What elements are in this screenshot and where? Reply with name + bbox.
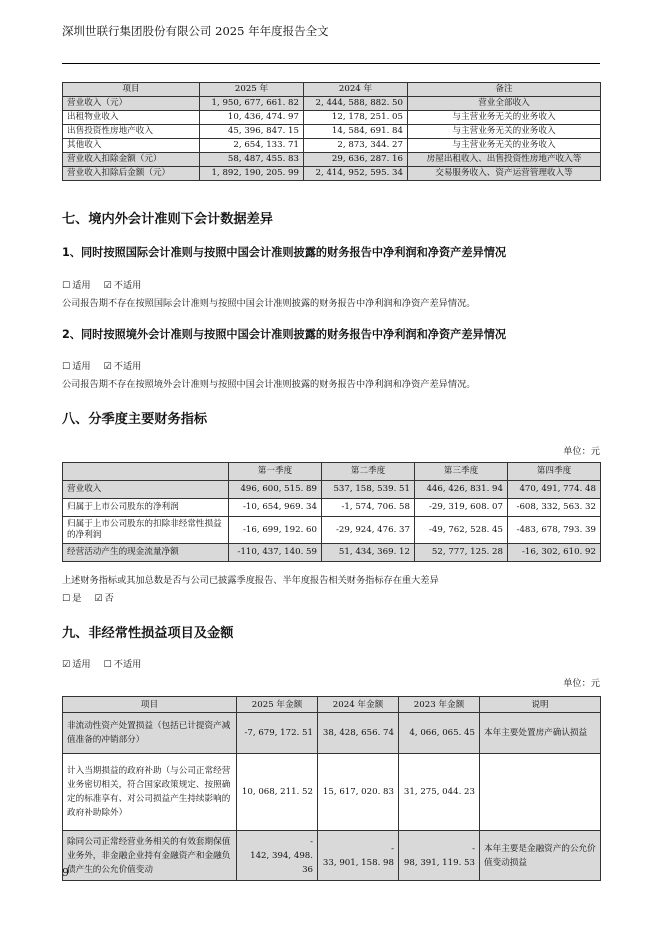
table-cell: 计入当期损益的政府补助（与公司正常经营业务密切相关，符合国家政策规定、按照确定的标准享有、对公司损益产生持续影响的政府补助除外） <box>63 754 237 831</box>
table-cell: 出租物业收入 <box>63 111 200 125</box>
column-header: 2025 年 <box>200 83 304 97</box>
option-label: 不适用 <box>113 659 142 670</box>
table-row <box>63 831 601 881</box>
table-cell <box>399 831 480 881</box>
revenue-table <box>62 82 601 181</box>
table-cell: 交易服务收入、资产运营管理收入等 <box>408 167 601 181</box>
table-cell: 45, 396, 847. 15 <box>200 125 304 139</box>
table-cell: -7, 679, 172. 51 <box>237 713 318 754</box>
table-cell: 4, 066, 065. 45 <box>399 713 480 754</box>
table-cell: 营业收入扣除后金额（元） <box>63 167 200 181</box>
table-cell: 14, 584, 691. 84 <box>304 125 408 139</box>
checkbox-unchecked-icon: ☐ <box>62 361 71 372</box>
table-row <box>63 97 601 111</box>
table-cell: 其他收入 <box>63 139 200 153</box>
table-cell: 归属于上市公司股东的扣除非经常性损益的净利润 <box>63 517 229 544</box>
column-header: 说明 <box>480 697 601 713</box>
table-row <box>63 713 601 754</box>
table-row <box>63 754 601 831</box>
table-row <box>63 167 601 181</box>
table-cell: 537, 158, 539. 51 <box>322 481 415 499</box>
section-7-2-title: 2、同时按照境外会计准则与按照中国会计准则披露的财务报告中净利润和净资产差异情况 <box>62 328 507 341</box>
checkbox-checked-icon: ☑ <box>94 593 103 604</box>
table-cell: 除同公司正常经营业务相关的有效套期保值业务外，非金融企业持有金融资产和金融负债产生的公允价值变动 <box>63 831 237 881</box>
checkbox-checked-icon: ☑ <box>103 280 112 291</box>
table-cell: 营业全部收入 <box>408 97 601 111</box>
table-cell: -110, 437, 140. 59 <box>229 544 322 562</box>
table-cell: 与主营业务无关的业务收入 <box>408 139 601 153</box>
amount-value: 33, 901, 158. 98 <box>322 857 394 868</box>
option-label: 适用 <box>72 280 91 291</box>
checkbox-checked-icon: ☑ <box>62 659 71 670</box>
table-cell <box>480 754 601 831</box>
table-cell: 本年主要处置房产确认损益 <box>480 713 601 754</box>
table-cell: 31, 275, 044. 23 <box>399 754 480 831</box>
section-7-title: 七、境内外会计准则下会计数据差异 <box>62 212 273 227</box>
table-cell: 1, 892, 190, 205. 99 <box>200 167 304 181</box>
column-header: 第四季度 <box>508 463 601 481</box>
yes-no-options <box>62 590 114 604</box>
quarterly-table <box>62 462 601 562</box>
table-row <box>63 139 601 153</box>
table-cell: 496, 600, 515. 89 <box>229 481 322 499</box>
amount-value: 98, 391, 119. 53 <box>403 857 475 868</box>
checkbox-checked-icon: ☑ <box>103 361 112 372</box>
table-cell: 出售投资性房地产收入 <box>63 125 200 139</box>
table-cell: 58, 487, 455. 83 <box>200 153 304 167</box>
paragraph: 公司报告期不存在按照国际会计准则与按照中国会计准则披露的财务报告中净利润和净资产差异情况。 <box>62 298 476 309</box>
option-label: 不适用 <box>113 361 142 372</box>
table-cell: -483, 678, 793. 39 <box>508 517 601 544</box>
option-label: 是 <box>72 593 82 604</box>
table-cell: -608, 332, 563. 32 <box>508 499 601 517</box>
non-recurring-items-table <box>62 696 601 881</box>
table-cell: 51, 434, 369. 12 <box>322 544 415 562</box>
table-cell: 营业收入（元） <box>63 97 200 111</box>
table-cell: 归属于上市公司股东的净利润 <box>63 499 229 517</box>
unit-label: 单位：元 <box>563 678 600 689</box>
table-cell: -29, 924, 476. 37 <box>322 517 415 544</box>
table-header-row <box>63 83 601 97</box>
table-cell: 1, 950, 677, 661. 82 <box>200 97 304 111</box>
table-header-row <box>63 697 601 713</box>
table-row <box>63 153 601 167</box>
table-row <box>63 499 601 517</box>
column-header: 第三季度 <box>415 463 508 481</box>
table-cell <box>318 831 399 881</box>
column-header: 2024 年金额 <box>318 697 399 713</box>
table-row <box>63 481 601 499</box>
minus-sign: - <box>391 843 394 854</box>
paragraph: 上述财务指标或其加总数是否与公司已披露季度报告、半年度报告相关财务指标存在重大差异 <box>62 575 439 586</box>
table-row <box>63 517 601 544</box>
table-row <box>63 544 601 562</box>
table-row <box>63 111 601 125</box>
table-cell: 非流动性资产处置损益（包括已计提资产减值准备的冲销部分） <box>63 713 237 754</box>
table-cell: 38, 428, 656. 74 <box>318 713 399 754</box>
table-cell: 营业收入 <box>63 481 229 499</box>
table-cell: 经营活动产生的现金流量净额 <box>63 544 229 562</box>
checkbox-unchecked-icon: ☐ <box>103 659 112 670</box>
column-header: 第一季度 <box>229 463 322 481</box>
table-cell: 446, 426, 831. 94 <box>415 481 508 499</box>
column-header: 项目 <box>63 83 200 97</box>
table-cell <box>237 831 318 881</box>
table-cell: 房屋出租收入、出售投资性房地产收入等 <box>408 153 601 167</box>
column-header: 2024 年 <box>304 83 408 97</box>
table-cell: -29, 319, 608. 07 <box>415 499 508 517</box>
table-header-row <box>63 463 601 481</box>
applicability-options <box>62 277 141 291</box>
table-cell: 本年主要是金融资产的公允价值变动损益 <box>480 831 601 881</box>
page-header <box>62 21 600 64</box>
table-cell: -16, 699, 192. 60 <box>229 517 322 544</box>
table-cell: -16, 302, 610. 92 <box>508 544 601 562</box>
table-cell: 29, 636, 287. 16 <box>304 153 408 167</box>
table-cell: 52, 777, 125. 28 <box>415 544 508 562</box>
option-label: 不适用 <box>113 280 142 291</box>
option-label: 适用 <box>72 659 91 670</box>
table-cell: 12, 178, 251. 05 <box>304 111 408 125</box>
table-cell: -1, 574, 706. 58 <box>322 499 415 517</box>
table-cell: 15, 617, 020. 83 <box>318 754 399 831</box>
amount-value: 142, 394, 498. 36 <box>250 850 313 875</box>
column-header: 第二季度 <box>322 463 415 481</box>
table-cell: 2, 444, 588, 882. 50 <box>304 97 408 111</box>
table-row <box>63 125 601 139</box>
table-cell: 与主营业务无关的业务收入 <box>408 111 601 125</box>
checkbox-unchecked-icon: ☐ <box>62 593 71 604</box>
checkbox-unchecked-icon: ☐ <box>62 280 71 291</box>
section-7-1-title: 1、同时按照国际会计准则与按照中国会计准则披露的财务报告中净利润和净资产差异情况 <box>62 246 507 259</box>
table-cell: 2, 654, 133. 71 <box>200 139 304 153</box>
option-label: 否 <box>104 593 114 604</box>
applicability-options <box>62 656 141 670</box>
table-cell: 2, 414, 952, 595. 34 <box>304 167 408 181</box>
column-header: 2023 年金额 <box>399 697 480 713</box>
table-cell: 470, 491, 774. 48 <box>508 481 601 499</box>
unit-label: 单位：元 <box>563 446 600 457</box>
column-header: 2025 年金额 <box>237 697 318 713</box>
minus-sign: - <box>472 843 475 854</box>
applicability-options <box>62 358 141 372</box>
page-number: 9 <box>62 866 69 879</box>
table-cell: 2, 873, 344. 27 <box>304 139 408 153</box>
table-cell: 营业收入扣除金额（元） <box>63 153 200 167</box>
column-header: 项目 <box>63 697 237 713</box>
table-cell: 10, 068, 211. 52 <box>237 754 318 831</box>
table-cell: -10, 654, 969. 34 <box>229 499 322 517</box>
column-header: 备注 <box>408 83 601 97</box>
table-cell: 与主营业务无关的业务收入 <box>408 125 601 139</box>
section-8-title: 八、分季度主要财务指标 <box>62 412 208 427</box>
column-header <box>63 463 229 481</box>
table-cell: 10, 436, 474. 97 <box>200 111 304 125</box>
paragraph: 公司报告期不存在按照境外会计准则与按照中国会计准则披露的财务报告中净利润和净资产差异情况。 <box>62 379 476 390</box>
table-cell: -49, 762, 528. 45 <box>415 517 508 544</box>
minus-sign: - <box>310 836 313 847</box>
section-9-title: 九、非经常性损益项目及金额 <box>62 626 234 641</box>
header-title: 深圳世联行集团股份有限公司 2025 年年度报告全文 <box>62 24 329 38</box>
option-label: 适用 <box>72 361 91 372</box>
